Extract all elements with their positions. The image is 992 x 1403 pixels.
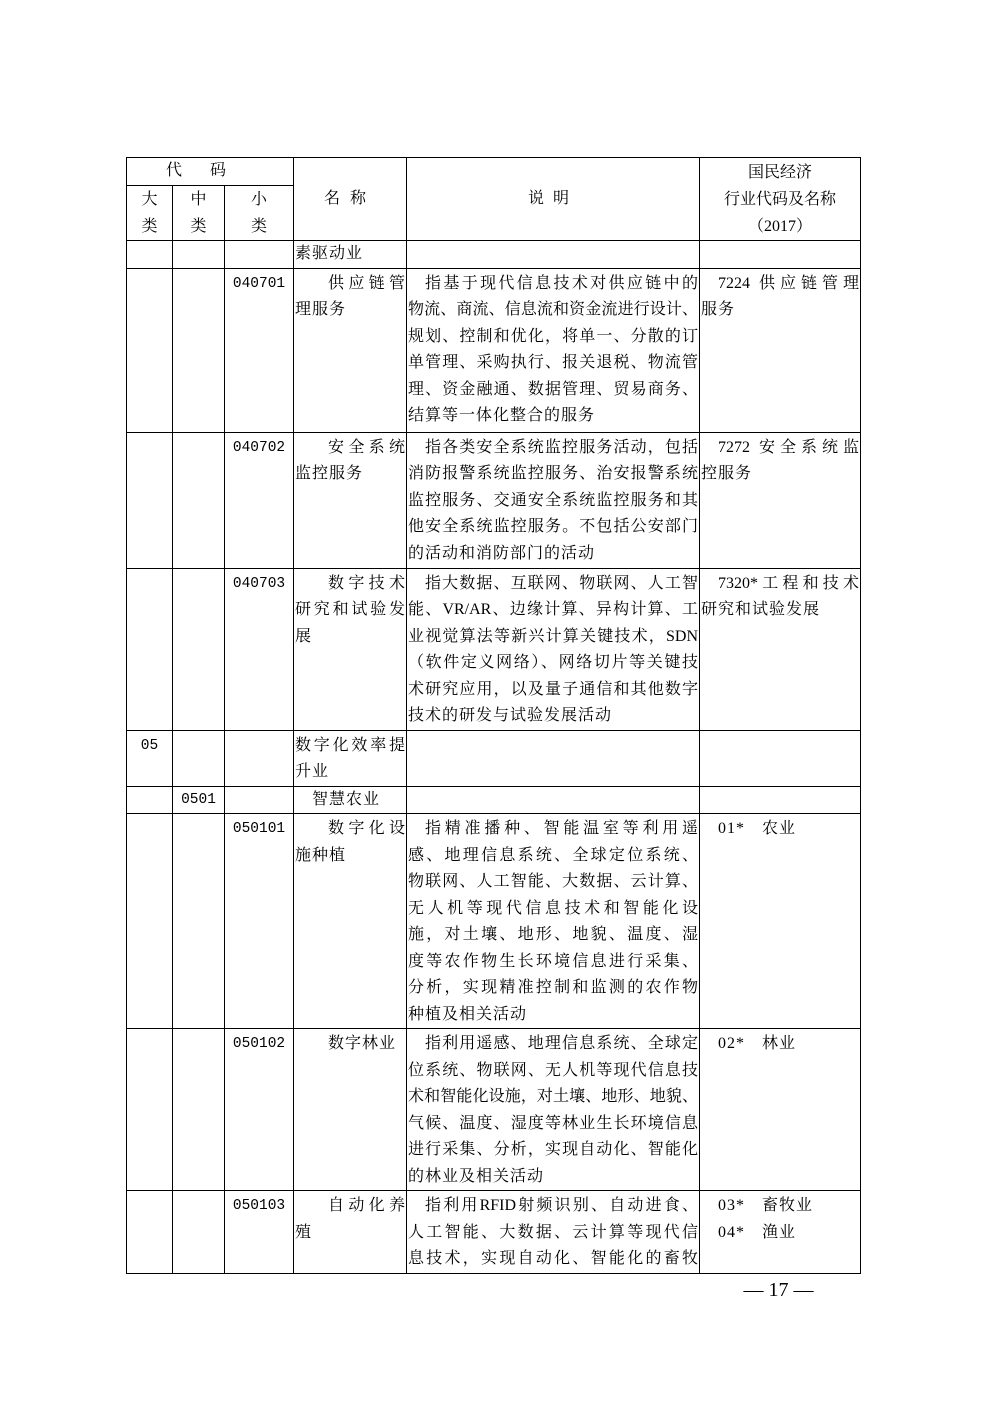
major-code-label: 大类	[141, 190, 158, 235]
name-line: 研究和试验发	[295, 601, 405, 618]
middle-code-cell	[173, 568, 225, 730]
description-line: 进行采集、分析，实现自动化、智能化	[408, 1141, 698, 1158]
table-row-040703	[127, 568, 861, 730]
major-code-cell	[127, 241, 173, 269]
minor-code-header	[225, 185, 294, 241]
table-row-continuation	[127, 241, 861, 269]
major-code-cell	[127, 1029, 173, 1191]
industry-line: 7272 安全系统监	[718, 438, 859, 456]
industry-header-line: 行业代码及名称	[723, 190, 836, 208]
middle-code-cell	[173, 268, 225, 432]
description-line: 无人机等现代信息技术和智能化设	[408, 899, 698, 917]
code-group-label: 代码	[165, 162, 254, 179]
description-cell	[407, 568, 700, 730]
description-line: 指各类安全系统监控服务活动，包括	[425, 438, 698, 456]
description-line: 技术的研发与试验发展活动	[408, 707, 613, 724]
industry-line: 控服务	[701, 465, 753, 482]
description-line: 结算等一体化整合的服务	[408, 407, 596, 424]
name-cell	[294, 268, 407, 432]
name-header-label: 名称	[323, 189, 376, 207]
minor-code-cell: 050101	[225, 814, 294, 1029]
industry-cell	[700, 241, 861, 269]
description-line: 指利用遥感、地理信息系统、全球定	[425, 1035, 698, 1052]
table-row-05	[127, 730, 861, 786]
industry-cell	[700, 268, 861, 432]
name-line: 理服务	[295, 301, 347, 318]
page-number: — 17 —	[743, 1279, 814, 1301]
name-line: 自动化养	[328, 1197, 405, 1214]
description-header-label: 说明	[527, 189, 578, 207]
industry-cell	[700, 786, 861, 814]
description-line: 监控服务、交通安全系统监控服务和其	[408, 491, 698, 509]
major-code-cell: 05	[127, 730, 173, 786]
description-line: （软件定义网络）、网络切片等关键技	[408, 654, 698, 671]
middle-code-cell: 0501	[173, 786, 225, 814]
middle-code-cell	[173, 1191, 225, 1274]
major-code-cell	[127, 814, 173, 1029]
name-cell	[294, 1191, 407, 1274]
name-cell	[294, 432, 407, 568]
code-group-header	[127, 158, 294, 186]
name-line: 数字化效率提	[295, 736, 405, 754]
description-line: 种植及相关活动	[408, 1005, 528, 1023]
name-line: 数字化设	[328, 820, 405, 837]
minor-code-cell: 040701	[225, 268, 294, 432]
table-row-050103	[127, 1191, 861, 1274]
middle-code-cell	[173, 730, 225, 786]
minor-code-cell	[225, 730, 294, 786]
industry-cell	[700, 1191, 861, 1274]
description-cell	[407, 1191, 700, 1274]
table-row-040702	[127, 432, 861, 568]
description-cell	[407, 241, 700, 269]
name-line: 展	[295, 627, 313, 645]
table-row-040701	[127, 268, 861, 432]
industry-line: 02* 林业	[718, 1035, 797, 1052]
industry-header-line: 国民经济	[747, 163, 812, 181]
middle-code-label: 中类	[190, 190, 207, 235]
description-line: 规划、控制和优化，将单一、分散的订	[408, 327, 698, 345]
description-line: 位系统、物联网、无人机等现代信息技	[408, 1061, 698, 1079]
minor-code-cell	[225, 241, 294, 269]
header-row-1	[127, 158, 861, 186]
name-line: 数字林业	[328, 1035, 397, 1052]
description-cell	[407, 730, 700, 786]
description-line: 术和智能化设施，对土壤、地形、地貌、	[408, 1088, 698, 1105]
description-line: 度等农作物生长环境信息进行采集、	[408, 952, 698, 970]
description-line: 消防报警系统监控服务、治安报警系统	[408, 465, 698, 482]
major-code-cell	[127, 786, 173, 814]
description-line: 能、VR/AR、边缘计算、异构计算、工	[408, 601, 698, 618]
name-line: 殖	[295, 1223, 313, 1241]
description-line: 指基于现代信息技术对供应链中的	[425, 274, 698, 292]
minor-code-cell: 050103	[225, 1191, 294, 1274]
description-line: 指精准播种、智能温室等利用遥	[425, 820, 698, 837]
table-row-050102	[127, 1029, 861, 1191]
description-cell	[407, 786, 700, 814]
minor-code-cell	[225, 786, 294, 814]
name-line: 安全系统	[328, 438, 405, 456]
name-cell	[294, 1029, 407, 1191]
minor-code-cell: 050102	[225, 1029, 294, 1191]
industry-cell	[700, 814, 861, 1029]
name-cell	[294, 814, 407, 1029]
description-line: 他安全系统监控服务。不包括公安部门	[408, 518, 698, 535]
middle-code-header	[173, 185, 225, 241]
description-line: 人工智能、大数据、云计算等现代信	[408, 1223, 698, 1241]
table-row-050101	[127, 814, 861, 1029]
description-cell	[407, 268, 700, 432]
middle-code-cell	[173, 1029, 225, 1191]
industry-header-line: （2017）	[747, 217, 812, 235]
description-line: 的林业及相关活动	[408, 1167, 545, 1185]
name-line: 施种植	[295, 846, 347, 864]
industry-line: 01* 农业	[718, 820, 797, 837]
description-line: 施，对土壤、地形、地貌、温度、湿	[408, 926, 698, 943]
industry-line: 7224 供应链管理	[718, 274, 859, 292]
industry-cell	[700, 730, 861, 786]
name-line: 升业	[295, 763, 330, 780]
middle-code-cell	[173, 241, 225, 269]
description-line: 理、资金融通、数据管理、贸易商务、	[408, 380, 698, 398]
description-cell	[407, 814, 700, 1029]
industry-cell	[700, 432, 861, 568]
name-line: 供应链管	[328, 274, 405, 292]
description-line: 术研究应用，以及量子通信和其他数字	[408, 680, 698, 698]
industry-line: 04* 渔业	[718, 1223, 797, 1241]
major-code-cell	[127, 268, 173, 432]
description-line: 的活动和消防部门的活动	[408, 544, 596, 562]
description-line: 单管理、采购执行、报关退税、物流管	[408, 354, 698, 371]
description-header	[407, 158, 700, 241]
description-line: 息技术，实现自动化、智能化的畜牧	[408, 1250, 698, 1267]
major-code-header	[127, 185, 173, 241]
description-line: 业视觉算法等新兴计算关键技术，SDN	[408, 627, 698, 645]
description-line: 感、地理信息系统、全球定位系统、	[408, 846, 698, 864]
description-line: 物联网、人工智能、大数据、云计算、	[408, 873, 698, 890]
description-line: 物流、商流、信息流和资金流进行设计、	[408, 301, 698, 318]
major-code-cell	[127, 432, 173, 568]
industry-line: 03* 畜牧业	[718, 1197, 814, 1214]
major-code-cell	[127, 1191, 173, 1274]
table-row-0501	[127, 786, 861, 814]
name-cell	[294, 786, 407, 814]
description-line: 分析，实现精准控制和监测的农作物	[408, 979, 698, 996]
name-header	[294, 158, 407, 241]
industry-cell	[700, 568, 861, 730]
minor-code-cell: 040702	[225, 432, 294, 568]
industry-cell	[700, 1029, 861, 1191]
industry-header	[700, 158, 861, 241]
industry-line: 研究和试验发展	[701, 601, 821, 618]
description-cell	[407, 1029, 700, 1191]
name-cell	[294, 241, 407, 269]
name-cell	[294, 568, 407, 730]
name-line: 智慧农业	[312, 790, 381, 808]
name-cell	[294, 730, 407, 786]
minor-code-label: 小类	[251, 190, 268, 235]
description-cell	[407, 432, 700, 568]
name-line: 监控服务	[295, 465, 364, 482]
major-code-cell	[127, 568, 173, 730]
name-line: 数字技术	[328, 574, 405, 592]
description-line: 气候、温度、湿度等林业生长环境信息	[408, 1114, 698, 1132]
name-line: 素驱动业	[295, 245, 364, 262]
classification-table	[126, 157, 861, 1274]
description-line: 指大数据、互联网、物联网、人工智	[425, 574, 698, 592]
middle-code-cell	[173, 814, 225, 1029]
industry-line: 服务	[701, 301, 736, 318]
industry-line: 7320*工程和技术	[718, 574, 859, 592]
minor-code-cell: 040703	[225, 568, 294, 730]
middle-code-cell	[173, 432, 225, 568]
description-line: 指利用RFID射频识别、自动进食、	[425, 1197, 698, 1214]
